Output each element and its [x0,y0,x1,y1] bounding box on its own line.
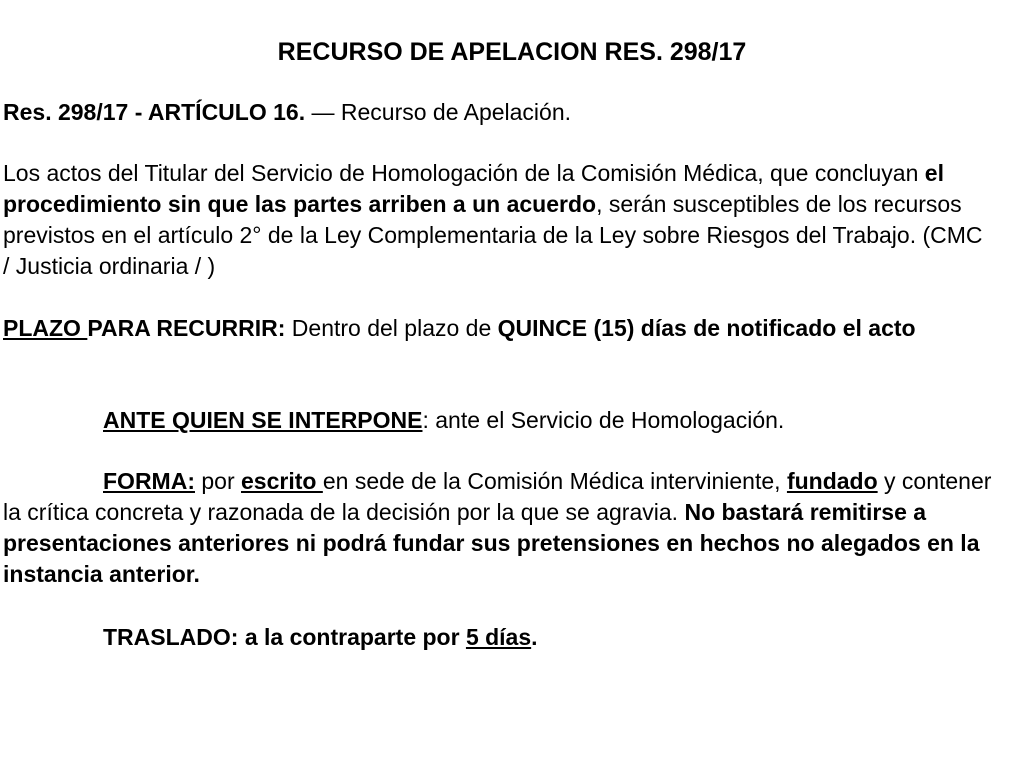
plazo-label-underlined: PLAZO [3,315,88,341]
intro-bold-text: el procedimiento sin que las partes arriben a un acuerdo [3,160,944,217]
plazo-label-rest: PARA RECURRIR: [87,315,286,341]
article-heading [3,97,993,128]
forma-paragraph [3,466,993,590]
page-title: RECURSO DE APELACION RES. 298/17 [277,38,747,66]
ante-paragraph [3,405,993,436]
forma-escrito: escrito [241,468,323,494]
plazo-bold-text: QUINCE (15) días de notificado el acto [497,315,916,341]
forma-text-1: por [194,468,242,494]
article-heading-rest: — Recurso de Apelación. [305,99,572,125]
plazo-paragraph [3,313,993,344]
forma-label: FORMA: [103,468,195,494]
ante-text: : ante el Servicio de Homologación. [422,407,785,433]
ante-label: ANTE QUIEN SE INTERPONE [103,407,423,433]
intro-text-2: , serán susceptibles de los recursos previstos en el artículo 2° de la Ley Complementaria de la Ley sobre Riesgos del Trabajo. (CMC / Justicia ordinaria / ) [3,191,983,279]
forma-text-2: en sede de la Comisión Médica interviniente, [322,468,787,494]
plazo-text: Dentro del plazo de [285,315,498,341]
intro-text-1: Los actos del Titular del Servicio de Homologación de la Comisión Médica, que concluyan [3,160,925,186]
forma-bold-end: No bastará remitirse a presentaciones anteriores ni podrá fundar sus pretensiones en hechos no alegados en la instancia anterior. [3,499,980,587]
forma-fundado: fundado [786,468,878,494]
forma-text-3: y contener la crítica concreta y razonada de la decisión por la que se agravia. [3,468,992,525]
intro-paragraph [3,158,993,282]
traslado-days: 5 días [465,624,532,650]
traslado-label: TRASLADO: a la contraparte por [103,624,466,650]
traslado-end: . [531,624,538,650]
traslado-paragraph [3,622,993,653]
article-heading-bold: Res. 298/17 - ARTÍCULO 16. [3,99,306,125]
